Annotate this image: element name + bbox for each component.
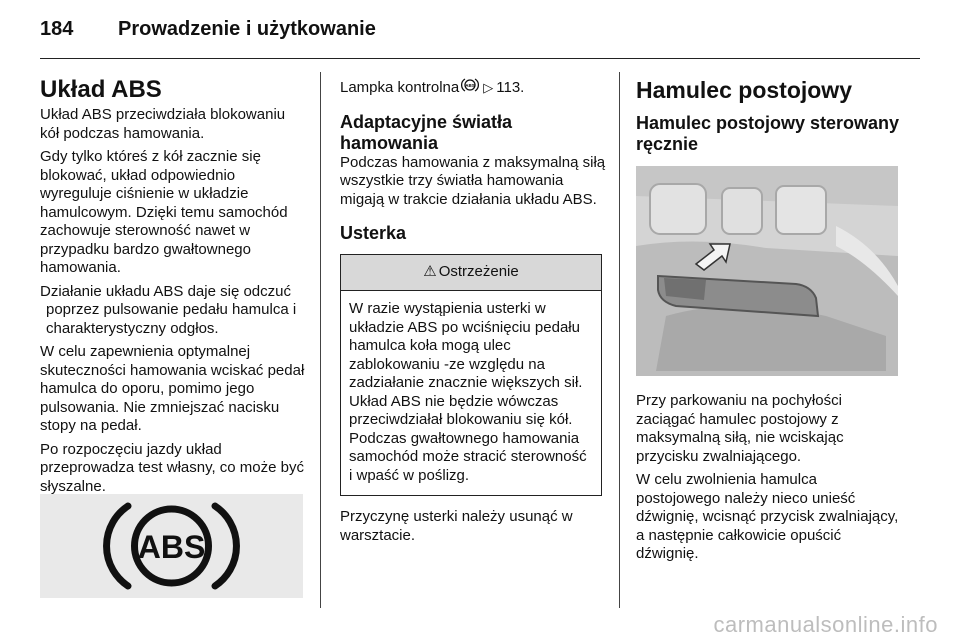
abs-symbol-icon (40, 494, 303, 598)
parking-brake-text (636, 392, 902, 569)
warning-box (340, 254, 602, 496)
column-parking-brake (636, 72, 902, 155)
abs-heading: Układ ABS (40, 76, 162, 103)
header-rule (40, 58, 920, 59)
warning-body: W razie wystąpienia usterki w układzie ABS po wciśnięciu pedału hamulca koła mogą ulec zablokowaniu -ze względu na zadziałanie znacznie większych sił. Układ ABS nie będzie wówczas przeciwdziałał blokowaniu się kół. Podczas gwałtownego hamowania samochód może stracić sterowność i wpaść w poślizg. (349, 300, 587, 484)
lamp-reference (340, 78, 606, 98)
page-number: 184 (40, 18, 74, 40)
adaptive-lights-text: Podczas hamowania z maksymalną siłą wszystkie trzy światła hamowania migają w trakcie działania układu ABS. (340, 153, 606, 208)
parking-brake-heading: Hamulec postojowy (636, 77, 852, 103)
abs-lamp-icon (461, 78, 479, 98)
watermark: carmanualsonline.info (713, 612, 938, 637)
abs-warning-image (40, 494, 303, 598)
parking-brake-paragraph-1: Przy parkowaniu na pochyłości zaciągać hamulec postojowy z maksymalną siłą, nie wciskając przycisku zwalniającego. (636, 392, 844, 465)
page-reference-arrow-icon: ▷ (483, 79, 494, 95)
page-header (40, 18, 376, 48)
lamp-label: Lampka kontrolna (340, 78, 460, 96)
parking-brake-paragraph-2: W celu zwolnienia hamulca postojowego należy nieco unieść dźwignię, wcisnąć przycisk zwalniający, a następnie całkowicie opuścić dźwignię. (636, 471, 899, 562)
abs-paragraph-3: Działanie układu ABS daje się odczuć poprzez pulsowanie pedału hamulca i charakterystyczny odgłos. (40, 282, 297, 337)
warning-triangle-icon: ⚠ (423, 263, 437, 281)
abs-symbol-text: ABS (137, 529, 206, 565)
warning-title: Ostrzeżenie (438, 263, 519, 281)
fault-after-text: Przyczynę usterki należy usunąć w warsztacie. (340, 508, 573, 544)
adaptive-lights-heading: Adaptacyjne światła hamowania (340, 111, 513, 153)
manual-brake-subheading: Hamulec postojowy sterowany ręcznie (636, 113, 900, 154)
fault-heading: Usterka (340, 223, 407, 243)
svg-text:ABS: ABS (465, 83, 476, 88)
lamp-page-ref[interactable]: 113. (496, 78, 525, 96)
column-divider-1 (320, 72, 321, 608)
handbrake-lever-illustration (636, 166, 898, 376)
handbrake-image (636, 166, 898, 376)
column-abs (40, 72, 306, 501)
abs-paragraph-5: Po rozpoczęciu jazdy układ przeprowadza test własny, co może być słyszalne. (40, 440, 305, 495)
abs-paragraph-2: Gdy tylko któreś z kół zacznie się blokować, układ odpowiednio wyreguluje ciśnienie w układzie hamulcowym. Dzięki temu samochód zachowuje sterowność nawet w przypadku bardzo gwałtownego hamowania. (40, 148, 288, 276)
column-adaptive-lights (340, 72, 606, 550)
page-title: Prowadzenie i użytkowanie (118, 18, 376, 40)
warning-header (341, 255, 601, 291)
abs-paragraph-1: Układ ABS przeciwdziała blokowaniu kół podczas hamowania. (40, 106, 286, 142)
column-divider-2 (619, 72, 620, 608)
abs-paragraph-4: W celu zapewnienia optymalnej skuteczności hamowania wciskać pedał hamulca do oporu, pomimo jego pulsowania. Nie zmniejszać nacisku stopy na pedał. (40, 343, 305, 434)
